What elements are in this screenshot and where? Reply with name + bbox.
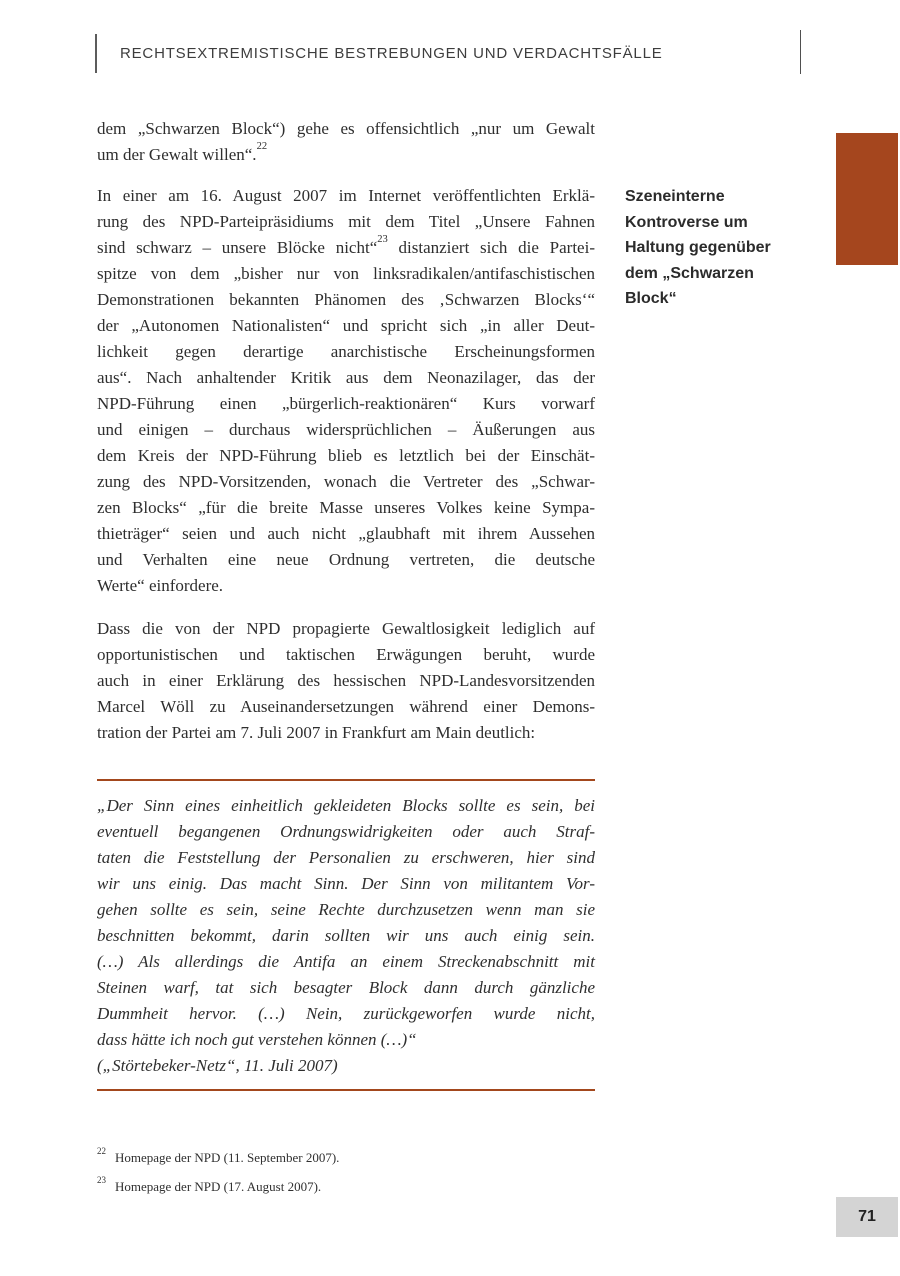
- text-line: Haltung gegenüber: [625, 239, 771, 256]
- text-line: Demonstrationen bekannten Phänomen des ‚Schwarzen Blocks‘“: [97, 290, 595, 309]
- text-line: lichkeit gegen derartige anarchistische Erscheinungsformen: [97, 342, 595, 361]
- text-line: sind schwarz – unsere Blöcke nicht“$^{23}$ distanziert sich die Partei-: [97, 233, 595, 257]
- quote-block: [97, 793, 595, 1079]
- running-header-title: RECHTSEXTREMISTISCHE BESTREBUNGEN UND VERDACHTSFÄLLE: [120, 45, 663, 62]
- text-line: Dummheit hervor. (…) Nein, zurückgeworfen wurde nicht,: [97, 1004, 595, 1023]
- text-line: In einer am 16. August 2007 im Internet veröffentlichten Erklä-: [97, 186, 595, 205]
- text-line: spitze von dem „bisher nur von linksradikalen/antifaschistischen: [97, 264, 595, 283]
- text-line: Dass die von der NPD propagierte Gewaltlosigkeit lediglich auf: [97, 619, 595, 638]
- paragraph-1: [97, 116, 595, 168]
- text-line: („Störtebeker-Netz“, 11. Juli 2007): [97, 1056, 338, 1075]
- text-line: rung des NPD-Parteipräsidiums mit dem Titel „Unsere Fahnen: [97, 212, 595, 231]
- text-line: Werte“ einfordere.: [97, 576, 224, 595]
- text-line: zen Blocks“ „für die breite Masse unseres Volkes keine Sympa-: [97, 498, 595, 517]
- text-line: beschnitten bekommt, darin sollten wir uns auch einig sein.: [97, 926, 595, 945]
- text-line: taten die Feststellung der Personalien zu erschweren, hier sind: [97, 848, 595, 867]
- footnote: [97, 1145, 537, 1166]
- text-line: „Der Sinn eines einheitlich gekleideten Blocks sollte es sein, bei: [97, 796, 595, 815]
- header-right-rule: [800, 30, 801, 74]
- text-line: gehen sollte es sein, seine Rechte durchzusetzen wenn man sie: [97, 900, 595, 919]
- text-line: zung des NPD-Vorsitzenden, wonach die Vertreter des „Schwar-: [97, 472, 595, 491]
- header-left-bar: [95, 34, 97, 73]
- footnote-number: 22: [97, 1145, 106, 1156]
- text-line: und einigen – durchaus widersprüchlichen – Äußerungen aus: [97, 420, 595, 439]
- text-line: der „Autonomen Nationalisten“ und spricht sich „in aller Deut-: [97, 316, 595, 335]
- page-number-box: [836, 1197, 898, 1237]
- text-line: auch in einer Erklärung des hessischen NPD-Landesvorsitzenden: [97, 671, 595, 690]
- text-line: um der Gewalt willen“.$^{22}$: [97, 140, 268, 164]
- text-line: aus“. Nach anhaltender Kritik aus dem Neonazilager, das der: [97, 368, 595, 387]
- footnote-number: 23: [97, 1174, 106, 1185]
- paragraph-3: [97, 616, 595, 746]
- text-line: opportunistischen und taktischen Erwägungen beruht, wurde: [97, 645, 595, 664]
- text-line: eventuell begangenen Ordnungswidrigkeiten oder auch Straf-: [97, 822, 595, 841]
- accent-rectangle: [836, 133, 898, 265]
- footnote-text: Homepage der NPD (17. August 2007).: [115, 1179, 322, 1194]
- footnote-text: Homepage der NPD (11. September 2007).: [115, 1150, 340, 1165]
- text-line: thieträger“ seien und auch nicht „glaubhaft mit ihrem Aussehen: [97, 524, 595, 543]
- text-line: NPD-Führung einen „bürgerlich-reaktionären“ Kurs vorwarf: [97, 394, 595, 413]
- footnotes: [97, 1145, 537, 1208]
- footnote: [97, 1174, 537, 1195]
- text-line: Marcel Wöll zu Auseinandersetzungen während einer Demons-: [97, 697, 595, 716]
- text-line: (…) Als allerdings die Antifa an einem Streckenabschnitt mit: [97, 952, 595, 971]
- text-line: dem „Schwarzen: [625, 264, 754, 282]
- page-number: 71: [858, 1208, 876, 1225]
- text-line: tration der Partei am 7. Juli 2007 in Frankfurt am Main deutlich:: [97, 723, 536, 742]
- text-line: Kontroverse um: [625, 213, 748, 231]
- text-line: wir uns einig. Das macht Sinn. Der Sinn von militantem Vor-: [97, 874, 595, 893]
- text-line: dass hätte ich noch gut verstehen können (…)“: [97, 1030, 417, 1049]
- margin-note: [625, 184, 820, 312]
- text-line: Steinen warf, tat sich besagter Block dann durch gänzliche: [97, 978, 595, 997]
- text-line: Block“: [625, 290, 677, 307]
- text-line: dem Kreis der NPD-Führung blieb es letztlich bei der Einschät-: [97, 446, 595, 465]
- text-line: Szeneinterne: [625, 188, 725, 205]
- text-line: dem „Schwarzen Block“) gehe es offensichtlich „nur um Gewalt: [97, 119, 595, 138]
- quote-bottom-rule: [97, 1089, 595, 1091]
- paragraph-2: [97, 183, 595, 599]
- quote-top-rule: [97, 779, 595, 781]
- text-line: und Verhalten eine neue Ordnung vertreten, die deutsche: [97, 550, 595, 569]
